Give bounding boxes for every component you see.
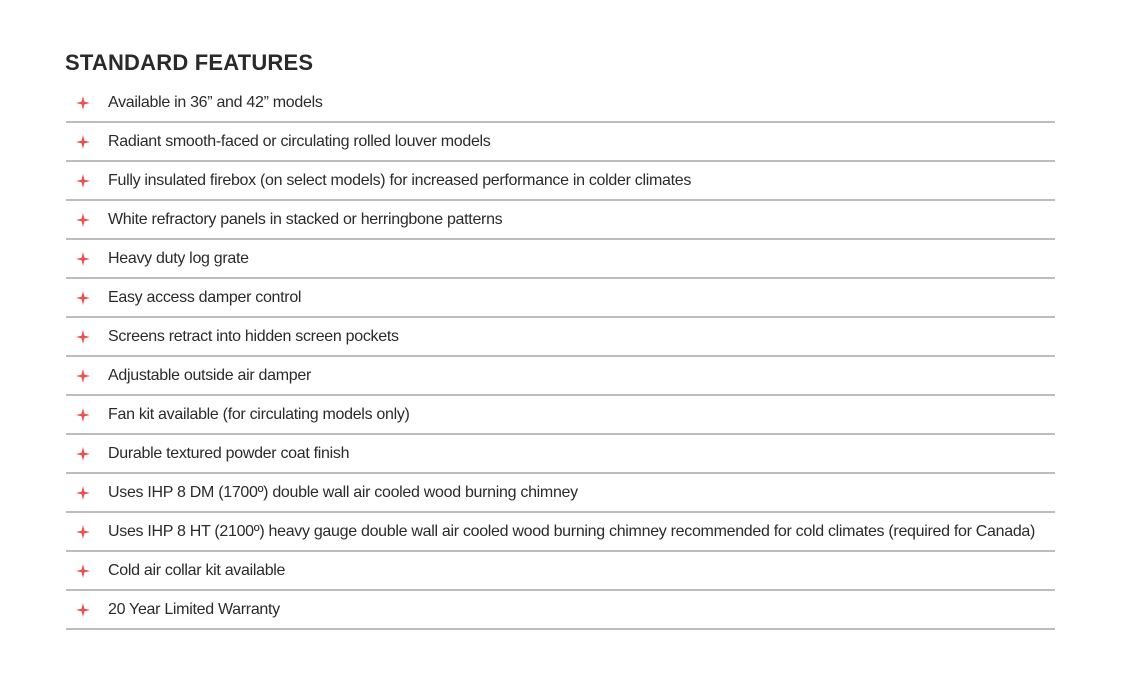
feature-item: [66, 474, 1055, 513]
four-point-star-icon: [76, 603, 90, 617]
feature-item: [66, 396, 1055, 435]
four-point-star-icon: [76, 447, 90, 461]
four-point-star-icon: [76, 408, 90, 422]
feature-text: Screens retract into hidden screen pockets: [108, 327, 399, 345]
feature-text: White refractory panels in stacked or herringbone patterns: [108, 210, 503, 228]
feature-text: Easy access damper control: [108, 288, 302, 306]
feature-item: [66, 279, 1055, 318]
section-title: STANDARD FEATURES: [65, 50, 314, 75]
feature-text: Fully insulated firebox (on select models) for increased performance in colder climates: [108, 171, 692, 189]
four-point-star-icon: [76, 486, 90, 500]
feature-item: [66, 123, 1055, 162]
four-point-star-icon: [76, 213, 90, 227]
feature-item: [66, 201, 1055, 240]
feature-item: [66, 513, 1055, 552]
feature-item: [66, 357, 1055, 396]
feature-text: Radiant smooth-faced or circulating rolled louver models: [108, 132, 491, 150]
four-point-star-icon: [76, 291, 90, 305]
feature-text: Heavy duty log grate: [108, 249, 249, 267]
feature-text: Fan kit available (for circulating models only): [108, 405, 410, 423]
feature-item: [66, 552, 1055, 591]
feature-item: [66, 591, 1055, 630]
four-point-star-icon: [76, 330, 90, 344]
feature-item: [66, 162, 1055, 201]
feature-text: Uses IHP 8 HT (2100º) heavy gauge double wall air cooled wood burning chimney recommended for cold climates (required for Canada): [108, 522, 1036, 540]
features-list: [66, 84, 1055, 630]
four-point-star-icon: [76, 174, 90, 188]
four-point-star-icon: [76, 369, 90, 383]
feature-item: [66, 318, 1055, 357]
feature-item: [66, 84, 1055, 123]
feature-text: Cold air collar kit available: [108, 561, 286, 579]
feature-text: Adjustable outside air damper: [108, 366, 311, 384]
feature-text: Durable textured powder coat finish: [108, 444, 350, 462]
four-point-star-icon: [76, 564, 90, 578]
feature-text: 20 Year Limited Warranty: [108, 600, 280, 618]
four-point-star-icon: [76, 96, 90, 110]
four-point-star-icon: [76, 252, 90, 266]
four-point-star-icon: [76, 525, 90, 539]
feature-text: Uses IHP 8 DM (1700º) double wall air cooled wood burning chimney: [108, 483, 578, 501]
feature-text: Available in 36” and 42” models: [108, 93, 323, 111]
feature-item: [66, 240, 1055, 279]
four-point-star-icon: [76, 135, 90, 149]
feature-item: [66, 435, 1055, 474]
